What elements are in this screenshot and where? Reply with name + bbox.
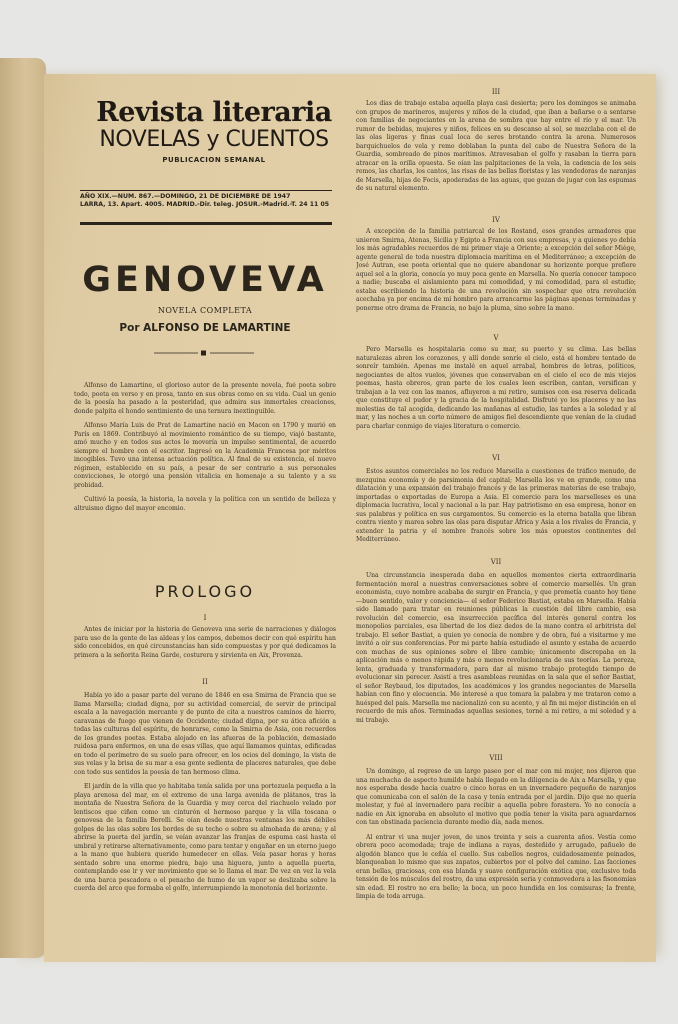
page-left-fold (0, 58, 46, 958)
masthead (94, 98, 334, 164)
section-text: Pero Marsella es hospitalaria como su mar, su puerto y su clima. Las bellas naturalezas abren los corazones, y allí donde sonríe el cielo, está el hombre tentado de sonreír también. Apenas me instalé en aquel arrabal, hombres de letras, políticos, negociantes de altos vuelos, jóvenes que conservaban en el cielo el eco de mis viejos poemas, hasta obreros, gran parte de los cuales leen escriben, cantan, versifican y trabajan a la vez con las manos, afluyeron a mi retiro, sumisos con esa reserva delicada que constituye el pudor y la gracia de la hospitalidad. Disfruté yo los placeres y no las molestias de tal acogida, dedicando las mañanas al estudio, las tardes a la soledad y al mar, y las noches a un corto número de amigos fiel descendiente que venían de la ciudad para charlar conmigo de viajes literatura o comercio. (356, 346, 636, 430)
masthead-info (80, 193, 332, 209)
section-numeral: II (202, 678, 208, 686)
section-text: Los días de trabajo estaba aquella playa casi desierta; pero los domingos se animaba con grupos de marineros, mujeres y niños de la ciudad, que iban a bañarse o a sentarse con familias de negociantes en la arena de sombra que hay entre el río y el mar. Un rumor de bebidas, mujeres y niños, felices en su descanso al sol, se mezclaba con el de las olas ligeras y finas cual loca de seres brotando contra la arena. Numerosos barquichuelos de vela y remo doblaban la punta del cabo de Nuestra Señora de la Guardia, sombreado de pinos marítimos. Atravesaban el golfo y rasaban la tierra para atracar en la orilla opuesta. Se oían las palpitaciones de la vela, la cadencia de los seis remos, las charlas, los cantos, las risas de las bellas floristas y las vendedoras de naranjas de Marsella, hijas de Focis, apoderadas de las aguas, que gozan de jugar con las espumas de su natural elemento. (356, 100, 636, 192)
section-text: El jardín de la villa que yo habitaba tenía salida por una portezuela pequeña a la playa arenosa del mar, en el extremo de una larga avenida de plátanos, tras la montaña de Nuestra Señora de la Guardia y muy cerca del riachuelo velado por lentiscos que ciñen como un cinturón el hermoso parque y la villa toscana o genovesa de la familia Borelli. Se oían desde nuestras ventanas los más débiles golpes de las olas sobre los bordes de su techo o sobre su almohada de arena; y al abrirse la puerta del jardín, se veían avanzar las franjas de espuma casi hasta el umbral y retirarse alternativamente, como para tentar y engañar en un eterno juego a la mano que hubiera querido humedecer en ellas. Veía pasar horas y horas sentado sobre una enorme piedra, bajo una higuera, junto a aquella puerta, contemplando ese ir y ver movimiento que se lo llama el mar. De vez en vez la vela de una barca pescadora o el penacho de humo de un vapor se deslizaba sobre la cuerda del arco que formaba el golfo, interrumpiendo la monotonía del horizonte. (74, 783, 336, 892)
section-numeral: I (203, 614, 207, 622)
masthead-issue: AÑO XIX.—NUM. 867.—DOMINGO, 21 DE DICIEMBRE DE 1947 (80, 193, 291, 200)
section-v (356, 346, 636, 450)
masthead-rule (80, 190, 332, 191)
section-numeral: VIII (489, 754, 503, 762)
section-vii (356, 572, 636, 742)
section-text: Antes de iniciar por la historia de Genoveva una serie de narraciones y diálogos para uso de la gente de las aldeas y los campos, debemos decir con qué espíritu han sido concebidos, en qué circunstancias han sido compuestas y por qué dedicamos la primera a la señorita Reina Garde, costurera y sirvienta en Aix, Provenza. (74, 626, 336, 659)
section-viii (356, 768, 636, 948)
intro-paragraph: Alfonso de Lamartine, el glorioso autor de la presente novela, fué poeta sobre todo, poeta en verso y en prosa, tanto en sus obras como en su vida. Cual un genio de la poesía ha pasado a la posteridad, que admira sus inmortales creaciones, donde palpita el hondo sentimiento de una ternura inextinguible. (74, 382, 336, 415)
intro-text (74, 382, 336, 534)
masthead-double-rule (80, 222, 332, 225)
intro-paragraph: Cultivó la poesía, la historia, la novela y la política con un sentido de belleza y altruismo digno del mayor encomio. (74, 496, 336, 512)
section-text: A excepción de la familia patriarcal de los Rostand, esos grandes armadores que unieron Smirna, Atenas, Sicilia y Egipto a Francia con sus empresas, y a quienes yo debía los más agradables recuerdos de mi primer viaje a Oriente; a excepción del señor Miège, agente general de toda nuestra diplomacia marítima en el Mediterráneo; a excepción de José Autran, ese poeta oriental que no quiere abandonar su horizonte porque prefiere aquel sol a la gloria, conocía yo muy poca gente en Marsella. No quería conocer tampoco a nadie; buscaba el aislamiento para mi comodidad, y mi comodidad, para el estudio; estaba escribiendo la historia de una revolución sin sospechar que otra revolución acechaba ya por encima de mi hombro para arrancarme las páginas apenas terminadas y ponerme otro drama de Francia, no bajo la pluma, sino sobre la mano. (356, 228, 636, 312)
section-numeral: III (491, 88, 501, 96)
section-text: Al entrar vi una mujer joven, de unos treinta y seis a cuarenta años. Vestía como obrera poco acomodada; traje de indiana a rayas, desteñido y arrugado, pañuelo de algodón blanco que le ceñía el cuello. Sus cabellos negros, cuidadosamente peinados, blanqueaban lo mismo que sus zapatos, cubiertos por el polvo del camino. Las facciones eran bellas, graciosas, con esa blanda y suave configuración exótica que, exclusivo toda tensión de los músculos del rostro, da una expresión seria y conmovedora a las fisonomías sin edad. El rostro no era bello; la boca, un poco hundida en los comisuras; la frente, limpia de toda arruga. (356, 833, 636, 900)
magazine-page (44, 74, 656, 962)
prologue-heading: PROLOGO (154, 582, 256, 601)
section-text: Estos asuntos comerciales no los reduce Marsella a cuestiones de tráfico menudo, de mezquina economía y de parsimonia del capital; Marsella los ve en grande, como una dilatación y una expansión del trabajo francés y de las primeras materias de ese trabajo, importadas o exportadas de Europa a Asia. El comercio para los marselleses es una diplomacia lucrativa, local y nacional a la par. Hay patriotismo en esa empresa, honor en sus palabras y política en sus cargamentos. Su comercio es la eterna batalla que libran contra viento y marea sobre las olas para disputar África y Asia a los rivales de Francia, y extender la patria y el nombre francés sobre los más opuestos continentes del Mediterráneo. (356, 468, 636, 543)
prologue-section-1 (74, 626, 336, 670)
work-author: Por ALFONSO DE LAMARTINE (119, 322, 291, 334)
ornament-divider (154, 350, 254, 356)
section-numeral: IV (492, 216, 500, 224)
section-text: Había yo ido a pasar parte del verano de 1846 en esa Smirna de Francia que se llama Marsella; ciudad digna, por su actividad comercial, de servir de principal escala a la navegación mercante y de punto de cita a nuestros caminos de hierro, caravanas de fuego que vienen de Occidente; ciudad digna, por su ática afición a todas las culturas del espíritu, de honrarse, como la Smirna de Asia, con recuerdos de los grandes poetas. Estaba alojado en las afueras de la población, demasiado ruidosa para enfermos, en una de esas villas, que aquí llamamos quintas, edificadas en todo el perímetro de su suelo para ofrecer, en los ocios del domingo, la vista de sus velas y la brisa de su mar a esa gente sedienta de placeres naturales, que debe con todo sus sentidos la poesía de tan hermoso clima. (74, 692, 336, 776)
section-text: Una circunstancia inesperada daba en aquellos momentos cierta extraordinaria fermentación moral a nuestras conversaciones sobre el comercio marsellés. Un gran economista, cuyo nombre acababa de surgir en Francia, y que prometía cuanto hoy tiene —buen sentido, valor y conciencia— el señor Federico Bastiat, estaba en Marsella. Había sido llamado para tratar en reuniones públicas la cuestión del libre cambio, esa revolución del comercio, esa insurrección pacífica del interés general contra los monopolios parciales, esa libertad de los diez dedos de la mano contra el arbitrista del trabajo. El señor Bastiat, a quien yo conocía de nombre y de obra, fué a visitarme y me invitó a oír sus conferencias. Por mi parte había estudiado el asunto y estaba de acuerdo con muchas de sus opiniones sobre el libre cambio; únicamente discrepaba en la aplicación más o menos rápida y más o menos revolucionaria de sus teorías. La pereza, lenta, graduada y transformadora, para dar al mismo trabajo protegido tiempo de evolucionar sin perecer. Asistí a tres asambleas reunidas en la sala que el señor Bastiat, el señor Reybaud, los diputados, los académicos y los grandes negociantes de Marsella habían con fino y elocuencia. Me interesé a que tomara la palabra y me trataron como a huésped del país. Marsella me nacionalizó con su acento, y al fin mi mejor distinción en el recuerdo de mis años. Terminadas aquellas sesiones, torné a mi retiro, a mi soledad y a mi trabajo. (356, 572, 636, 724)
section-numeral: VI (492, 454, 500, 462)
section-vi (356, 468, 636, 548)
work-kind: NOVELA COMPLETA (157, 306, 253, 315)
work-title: GENOVEVA (82, 260, 328, 300)
masthead-address: LARRA, 13. Apart. 4005. MADRID.-Dir. teleg. JOSUR.-Madrid.-T. 24 11 05 (80, 201, 330, 208)
intro-paragraph: Alfonso María Luis de Prat de Lamartine nació en Macon en 1790 y murió en París en 1869. Contribuyó al movimiento romántico de su tiempo, viajó bastante, amó mucho y en todos sus actos le movería un impulso sentimental, de acuerdo siempre el hombre con el escritor. Ingresó en la Academia Francesa por méritos incogibles. Tuvo una intensa actuación política. Al final de su existencia, el nuevo régimen, establecido en su país, a pesar de ser contrario a sus personales convicciones, le otorgó una pensión vitalicia en homenaje a su talento y a su probidad. (74, 422, 336, 489)
section-numeral: V (493, 334, 499, 342)
section-text: Un domingo, al regreso de un largo paseo por el mar con mi mujer, nos dijeron que una muchacha de aspecto humilde había llegado en la diligencia de Aix a Marsella, y que nos esperaba desde hacía cuatro o cinco horas en un invernadero pequeño de naranjos que comunicaba con el salón de la casa y tenía entrada por el jardín. Dijo que no quería molestar, y fué al invernadero para recibir a aquella pobre forastera. Yo no conocía a nadie en Aix ignoraba en absoluto el motivo que podía tener la visita para aguardarnos con tan obstinada paciencia durante medio día, nada menos. (356, 768, 636, 826)
section-iv (356, 228, 636, 326)
masthead-publication: PUBLICACION SEMANAL (162, 156, 266, 164)
masthead-title: Revista literaria (96, 97, 332, 128)
masthead-subtitle: NOVELAS y CUENTOS (99, 127, 329, 152)
section-numeral: VII (490, 558, 502, 566)
prologue-section-2 (74, 692, 336, 954)
section-iii (356, 100, 636, 212)
